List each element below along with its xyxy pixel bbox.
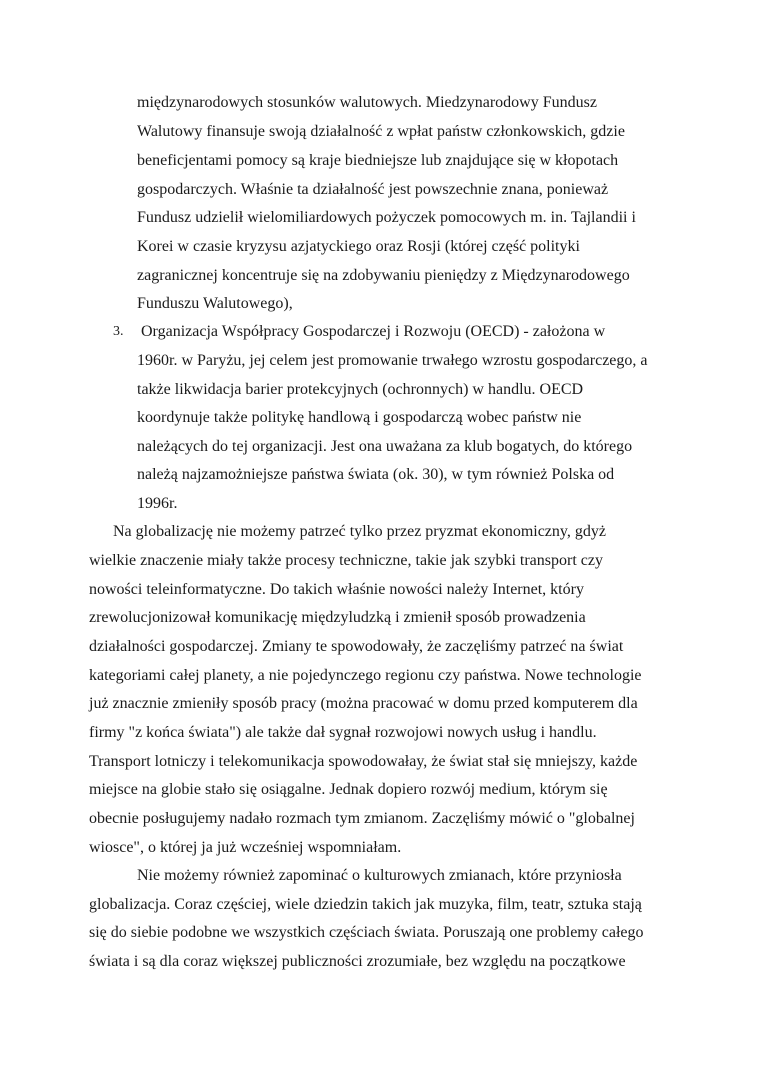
list-number: 3. [113,324,124,339]
list-text-line: Organizacja Współpracy Gospodarczej i Rozwoju (OECD) - założona w [137,323,606,340]
paragraph-line: miejsce na globie stało się osiągalne. Jednak dopiero rozwój medium, którym się [89,781,608,798]
paragraph-line: już znacznie zmieniły sposób pracy (można pracować w domu przed komputerem dla [89,695,638,712]
paragraph-line: Na globalizację nie możemy patrzeć tylko przez pryzmat ekonomiczny, gdyż [113,523,606,540]
paragraph-line: Transport lotniczy i telekomunikacja spowodowałay, że świat stał się mniejszy, każde [89,753,638,770]
list-text-line: gospodarczych. Właśnie ta działalność jest powszechnie znana, ponieważ [137,181,609,198]
paragraph-line: firmy "z końca świata") ale także dał sygnał rozwojowi nowych usług i handlu. [89,724,597,741]
list-text-line: 1960r. w Paryżu, jej celem jest promowanie trwałego wzrostu gospodarczego, a [137,352,648,369]
paragraph-line: Nie możemy również zapominać o kulturowych zmianach, które przyniosła [137,867,622,884]
list-text-line: beneficjentami pomocy są kraje biedniejsze lub znajdujące się w kłopotach [137,152,619,169]
paragraph-line: świata i są dla coraz większej publiczności zrozumiałe, bez względu na początkowe [89,953,626,970]
list-text-line: Korei w czasie kryzysu azjatyckiego oraz Rosji (której część polityki [137,238,580,255]
paragraph-line: działalności gospodarczej. Zmiany te spowodowały, że zaczęliśmy patrzeć na świat [89,638,624,655]
list-text-line: Walutowy finansuje swoją działalność z wpłat państw członkowskich, gdzie [137,123,625,140]
list-text-line: także likwidacja barier protekcyjnych (ochronnych) w handlu. OECD [137,381,584,398]
paragraph-line: kategoriami całej planety, a nie pojedynczego regionu czy państwa. Nowe technologie [89,667,642,684]
paragraph-line: się do siebie podobne we wszystkich częściach świata. Poruszają one problemy całego [89,924,644,941]
paragraph-line: nowości teleinformatyczne. Do takich właśnie nowości należy Internet, który [89,581,584,598]
paragraph-line: zrewolucjonizował komunikację międzyludzką i zmienił sposób prowadzenia [89,609,586,626]
list-text-line: 1996r. [137,495,178,512]
paragraph-line: wiosce", o której ja już wcześniej wspomniałam. [89,839,402,856]
list-text-line: należących do tej organizacji. Jest ona uważana za klub bogatych, do którego [137,438,633,455]
list-text-line: międzynarodowych stosunków walutowych. Miedzynarodowy Fundusz [137,94,597,111]
list-text-line: należą najzamożniejsze państwa świata (ok. 30), w tym również Polska od [137,466,615,483]
list-text-line: Funduszu Walutowego), [137,295,293,312]
list-text-line: koordynuje także politykę handlową i gospodarczą wobec państw nie [137,409,582,426]
paragraph-line: wielkie znaczenie miały także procesy techniczne, takie jak szybki transport czy [89,552,603,569]
paragraph-line: obecnie posługujemy nadało rozmach tym zmianom. Zaczęliśmy mówić o "globalnej [89,810,635,827]
paragraph-line: globalizacja. Coraz częściej, wiele dziedzin takich jak muzyka, film, teatr, sztuka stają [89,896,642,913]
list-text-line: Fundusz udzielił wielomiliardowych pożyczek pomocowych m. in. Tajlandii i [137,209,636,226]
list-text-line: zagranicznej koncentruje się na zdobywaniu pieniędzy z Międzynarodowego [137,267,630,284]
